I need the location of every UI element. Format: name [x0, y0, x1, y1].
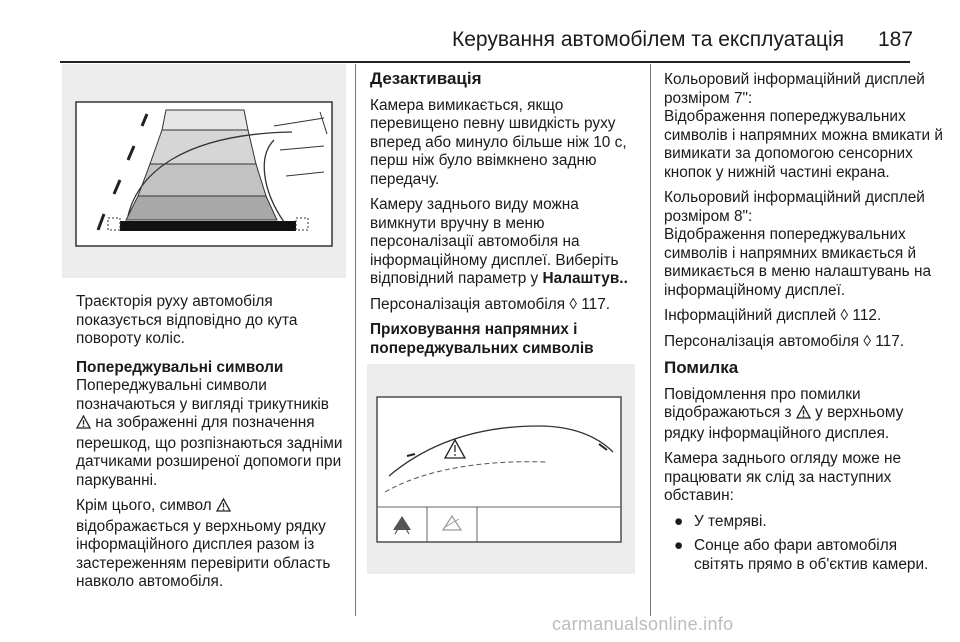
settings-menu-label: Налаштув..	[542, 270, 628, 287]
personalisation-reference: Персоналізація автомобіля ◊ 117.	[370, 295, 611, 313]
hide-guidelines-heading: Приховування напрямних і попереджувальних символів	[370, 321, 594, 357]
warning-triangle-icon	[216, 498, 231, 518]
error-paragraph-1: Повідомлення про помилки відображаються з у верхньому рядку інформаційного дисплея.	[664, 385, 904, 442]
guidelines-display-illustration	[367, 364, 635, 574]
page-header-title: Керування автомобілем та експлуатація	[452, 28, 845, 51]
page-number: 187	[878, 28, 914, 51]
conditions-list	[664, 513, 944, 575]
personalisation-reference: Персоналізація автомобіля ◊ 117.	[664, 332, 905, 350]
column-divider-2	[650, 64, 651, 616]
display-7-paragraph: Кольоровий інформаційний дисплей розміром 7": Відображення попереджувальних символів і напрямних можна вмикати й вимикати за допомогою сенсорних кнопок у нижній частині екрана.	[664, 71, 943, 181]
deactivation-paragraph-1: Камера вимикається, якщо перевищено певну швидкість руху вперед або минуло більше ніж 10 с, перш ніж було ввімкнено задню передачу.	[370, 96, 627, 188]
extra-symbol-text: Крім цього, символ відображається у верхньому рядку інформаційного дисплея разом із застереженням перевірити область навколо автомобіля.	[76, 497, 331, 590]
error-paragraph-2: Камера заднього огляду може не працювати як слід за наступних обставин:	[664, 450, 902, 504]
list-item: ● У темряві.	[674, 512, 767, 530]
warning-symbols-text: Попереджувальні символи позначаються у вигляді трикутників на зображенні для позначення перешкод, що розпізнаються задніми датчиками розширеної допомоги при паркуванні.	[76, 377, 343, 489]
footer-watermark: carmanualsonline.info	[552, 614, 734, 634]
warning-triangle-icon	[76, 415, 91, 435]
column-3	[664, 71, 944, 580]
display-8-paragraph: Кольоровий інформаційний дисплей розміром 8": Відображення попереджувальних символів і напрямних вмикається й вимикається в меню налаштувань на інформаційному дисплеї.	[664, 189, 931, 299]
column-2	[370, 70, 646, 370]
column-divider-1	[355, 64, 356, 616]
rear-camera-trajectory-illustration	[62, 64, 346, 278]
list-item: ● Сонце або фари автомобіля світять прямо в об'єктив камери.	[674, 537, 929, 573]
guidelines-display-figure	[367, 364, 635, 574]
figure-caption: Траєкторія руху автомобіля показується відповідно до кута повороту коліс.	[76, 293, 298, 347]
rear-camera-trajectory-figure	[62, 64, 346, 278]
warning-triangle-icon	[796, 405, 811, 425]
error-heading: Помилка	[664, 358, 739, 377]
reference-arrow-icon: ◊	[840, 307, 849, 324]
info-display-reference: Інформаційний дисплей ◊ 112.	[664, 307, 882, 324]
reference-arrow-icon: ◊	[569, 295, 577, 313]
deactivation-paragraph-2: Камеру заднього виду можна вимкнути вручну в меню персоналізації автомобіля на інформаційному дисплеї. Виберіть відповідний параметр у Налаштув..	[370, 196, 628, 287]
header-rule	[60, 61, 910, 63]
column-1	[76, 293, 348, 599]
deactivation-heading: Дезактивація	[370, 69, 482, 88]
reference-arrow-icon: ◊	[863, 332, 871, 350]
warning-symbols-heading: Попереджувальні символи	[76, 358, 284, 376]
